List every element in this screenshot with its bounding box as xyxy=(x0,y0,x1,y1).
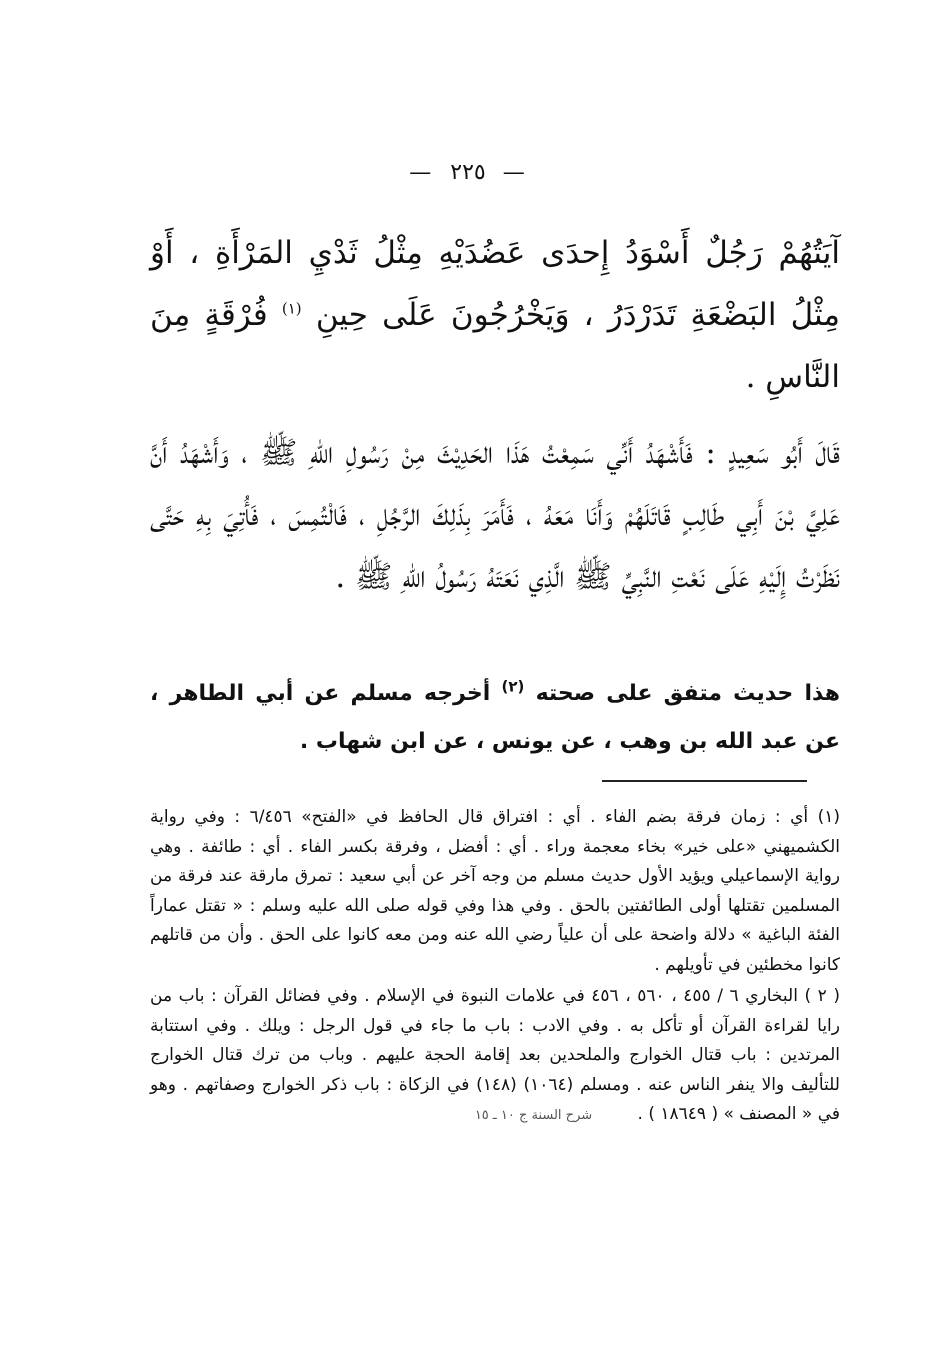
page-number xyxy=(0,160,936,185)
hadith-grading-summary xyxy=(150,670,840,766)
hadith-paragraph-2: قَالَ أَبُو سَعِيدٍ : فَأَشْهَدُ أَنِّي سَمِعْتُ هَذَا الحَدِيْثَ مِنْ رَسُولِ اللهِ ﷺ ، وَأَشْهَدُ أَنَّ عَلِيَّ بْنَ أَبِي طَالِبٍ قَاتَلَهُمْ وَأَنَا مَعَهُ ، فَأَمَرَ بِذَلِكَ الرَّجُلِ ، فَالْتُمِسَ ، فَأُتِيَ بِهِ حَتَّى نَظَرْتُ إِلَيْهِ عَلَى نَعْتِ النَّبِيِّ ﷺ الَّذِي نَعَتَهُ رَسُولُ اللهِ ﷺ . xyxy=(150,435,840,595)
page-number-dash-left: — xyxy=(502,160,527,185)
hadith-paragraph-1 xyxy=(150,222,840,408)
page-number-dash-right: — xyxy=(409,160,434,185)
page-number-value: ٢٢٥ xyxy=(450,160,486,185)
footnote-ref-2[interactable]: (٢) xyxy=(501,677,525,696)
footnotes-section xyxy=(150,803,840,1131)
footnote-ref-1[interactable]: (١) xyxy=(281,299,302,318)
summary-text-1: هذا حديث متفق على صحته xyxy=(535,681,840,706)
main-hadith-text xyxy=(150,222,840,608)
footnote-2-text: ( ٢ ) البخاري ٦ / ٤٥٥ ، ٥٦٠ ، ٤٥٦ في علامات النبوة في الإسلام . وفي فضائل القرآن : باب من رايا لقراءة القرآن أو تأكل به . وفي الادب : باب ما جاء في قول الرجل : ويلك . وفي استتابة المرتدين : باب قتال الخوارج والملحدين بعد إقامة الحجة عليهم . وباب من ترك قتال الخوارج للتأليف والا ينفر الناس عنه . ومسلم (١٠٦٤) (١٤٨) في الزكاة : باب ذكر الخوارج وصفاتهم . وهو في « المصنف » ( ١٨٦٤٩ ) . xyxy=(150,986,840,1124)
footnote-1: (١) أي : زمان فرقة بضم الفاء . أي : افتراق قال الحافظ في «الفتح» ٦/٤٥٦ : وفي رواية الكشميهني «على خير» بخاء معجمة وراء . أي : أفضل ، وفرقة بكسر الفاء . أي : طائفة . وهي رواية الإسماعيلي ويؤيد الأول حديث مسلم من وجه آخر عن أبي سعيد : تمرق مارقة عند فرقة من المسلمين تقتلها أولى الطائفتين بالحق . وفي هذا وفي قوله صلى الله عليه وسلم : « تقتل عماراً الفئة الباغية » دلالة واضحة على أن علياً رضي الله عنه ومن معه كانوا على الحق . وأن من قاتلهم كانوا مخطئين في تأويلهم . xyxy=(150,807,840,975)
summary-text-2: أخرجه مسلم عن أبي الطاهر ، عن عبد الله بن وهب ، عن يونس ، عن ابن شهاب . xyxy=(150,681,840,754)
hadith-paragraph-1-text: آيَتُهُمْ رَجُلٌ أَسْوَدُ إِحدَى عَضُدَيْهِ مِثْلُ ثَدْيِ المَرْأَةِ ، أَوْ مِثْلُ البَضْعَةِ تَدَرْدَرُ ، وَيَخْرُجُونَ عَلَى حِينِ xyxy=(150,235,841,333)
footnote-divider xyxy=(602,780,807,782)
footnote-2 xyxy=(150,982,840,1131)
hadith-paragraph-1-end: فُرْقَةٍ مِنَ النَّاسِ . xyxy=(150,297,840,395)
page-signature: شرح السنة ج ١٠ ـ ١٥ xyxy=(474,1108,593,1123)
